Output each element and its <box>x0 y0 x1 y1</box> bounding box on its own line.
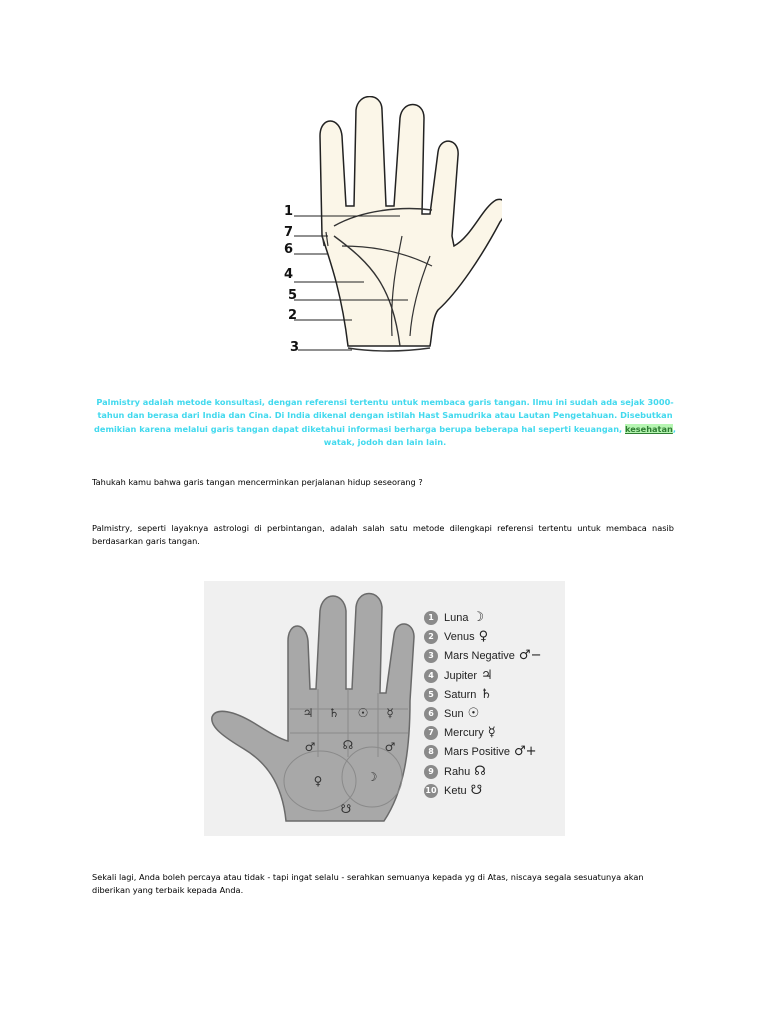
legend-label <box>444 706 479 721</box>
mount-saturn-symbol: ♄ <box>328 706 340 720</box>
intro-text-before: Palmistry adalah metode konsultasi, dengan referensi tertentu untuk membaca garis tangan. Ilmu ini sudah ada sejak 3000-tahun dan berasa dari India dan Cina. Di India dikenal dengan istilah Hast Samudrika atau Lautan Pengetahuan. Disebutkan demikian karena melalui garis tangan dapat diketahui informasi berharga berupa beberapa hal seperti keuangan, <box>94 397 674 434</box>
legend-number-badge: 7 <box>424 726 438 740</box>
kesehatan-link[interactable]: kesehatan <box>625 423 673 434</box>
legend-label-text: Ketu <box>444 784 467 797</box>
legend-label <box>444 744 537 759</box>
legend-number-badge: 9 <box>424 765 438 779</box>
gray-hand-drawing <box>204 581 565 836</box>
legend-label <box>444 629 488 644</box>
mount-mercury-symbol: ☿ <box>386 706 394 720</box>
legend-number-badge: 4 <box>424 669 438 683</box>
mount-jupiter-symbol: ♃ <box>302 706 314 720</box>
legend-number-badge: 2 <box>424 630 438 644</box>
legend-label <box>444 648 541 663</box>
legend-number-badge: 10 <box>424 784 438 798</box>
legend-number-badge: 6 <box>424 707 438 721</box>
line-label-7: 7 <box>284 225 294 240</box>
legend-label-text: Saturn <box>444 688 477 701</box>
legend-planet-symbol: ☋ <box>470 782 483 798</box>
legend-label-text: Mars Positive <box>444 746 511 759</box>
legend-label-text: Rahu <box>444 765 471 778</box>
palm-lines-figure <box>282 96 502 368</box>
palm-lines-drawing <box>282 96 502 368</box>
legend-label-text: Venus <box>444 631 475 644</box>
line-label-2: 2 <box>288 308 298 323</box>
hand-outline <box>320 97 502 347</box>
legend-planet-symbol: ☊ <box>474 763 486 779</box>
paragraph-closing: Sekali lagi, Anda boleh percaya atau tidak - tapi ingat selalu - serahkan semuanya kepada yg di Atas, niscaya segala sesuatunya akan diberikan yang terbaik kepada Anda. <box>92 872 644 895</box>
line-label-3: 3 <box>290 340 300 355</box>
legend-label <box>444 687 492 702</box>
mount-mars-negative-symbol: ♂ <box>304 740 316 754</box>
mount-rahu-symbol: ☊ <box>342 738 354 752</box>
legend-label <box>444 764 486 779</box>
intro-paragraph <box>92 396 678 449</box>
legend-label-text: Luna <box>444 612 469 624</box>
legend-number-badge: 1 <box>424 611 438 625</box>
legend-number-badge: 5 <box>424 688 438 702</box>
legend-planet-symbol: ♀ <box>478 629 489 645</box>
legend-planet-symbol: ♄ <box>480 686 493 702</box>
line-label-1: 1 <box>284 204 294 219</box>
legend-planet-symbol: ☽ <box>472 610 485 625</box>
mount-ketu-symbol: ☋ <box>340 802 352 816</box>
line-label-5: 5 <box>288 288 298 303</box>
legend-planet-symbol: ☉ <box>467 706 480 721</box>
legend-label <box>444 783 482 798</box>
mount-luna-symbol: ☽ <box>366 770 378 784</box>
legend-planet-symbol: ♂− <box>518 648 542 664</box>
legend-label-text: Mercury <box>444 727 484 740</box>
legend-label <box>444 725 496 740</box>
legend-label <box>444 610 484 625</box>
legend-label-text: Mars Negative <box>444 650 515 663</box>
legend-planet-symbol: ☿ <box>487 725 496 741</box>
line-label-4: 4 <box>284 267 294 282</box>
legend-planet-symbol: ♃ <box>481 667 493 683</box>
paragraph-question: Tahukah kamu bahwa garis tangan mencerminkan perjalanan hidup seseorang ? <box>92 477 423 487</box>
legend-label-text: Jupiter <box>444 669 478 682</box>
legend-number-badge: 3 <box>424 649 438 663</box>
mount-venus-symbol: ♀ <box>313 774 323 788</box>
mount-sun-symbol: ☉ <box>357 706 369 720</box>
line-label-6: 6 <box>284 242 294 257</box>
palm-mounts-figure <box>204 581 565 836</box>
intro-text-after: , watak, jodoh dan lain lain. <box>323 423 676 447</box>
legend-label <box>444 668 493 683</box>
bracelet-line <box>348 348 430 351</box>
legend-planet-symbol: ♂+ <box>514 744 537 760</box>
legend-number-badge: 8 <box>424 745 438 759</box>
mount-mars-positive-symbol: ♂ <box>384 740 396 754</box>
legend-label-text: Sun <box>444 708 464 720</box>
paragraph-palmistry: Palmistry, seperti layaknya astrologi di perbintangan, adalah salah satu metode dilengkapi referensi tertentu untuk membaca nasib berdasarkan garis tangan. <box>92 523 674 546</box>
